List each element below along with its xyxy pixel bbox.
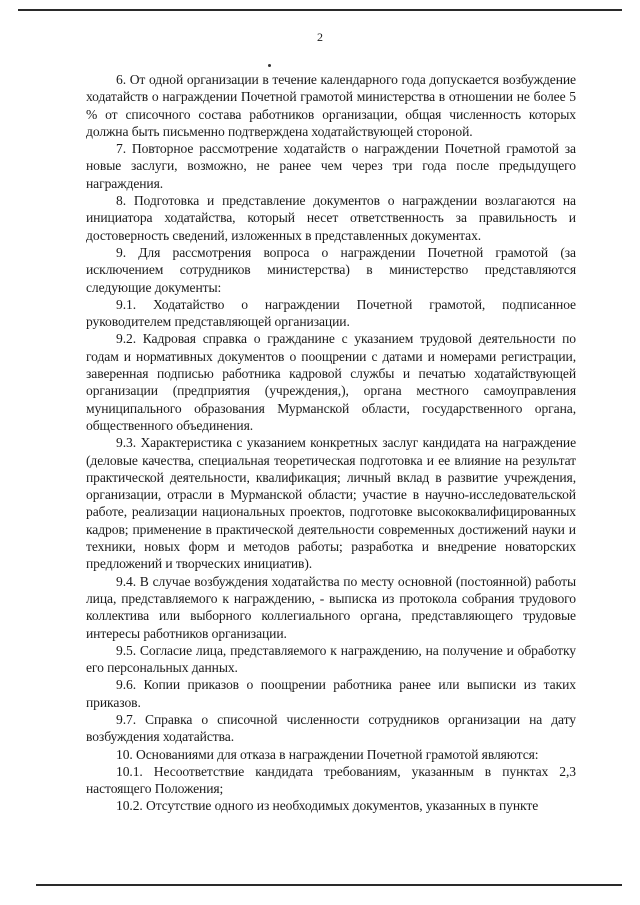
paragraph-9-5: 9.5. Согласие лица, представляемого к награждению, на получение и обработку его персональных данных. <box>86 642 576 676</box>
paragraph-9-1: 9.1. Ходатайство о награждении Почетной грамотой, подписанное руководителем представляющей организации. <box>86 296 576 330</box>
paragraph-9-6: 9.6. Копии приказов о поощрении работника ранее или выписки из таких приказов. <box>86 677 576 710</box>
paragraph-9-2: 9.2. Кадровая справка о гражданине с указанием трудовой деятельности по годам и нормативных документов о поощрении с датами и номерами регистрации, заверенная подписью работника кадровой службы и печатью ходатайствующей организации (предприятия (учреждения,), органа местного самоуправления муниципального образования Мурманской области, государственного органа, общественного объединения. <box>86 331 576 433</box>
scan-bottom-edge-line <box>36 884 622 886</box>
page-number: 2 <box>317 30 323 44</box>
document-body <box>86 71 576 815</box>
paragraph-9-3: 9.3. Характеристика с указанием конкретных заслуг кандидата на награждение (деловые качества, специальная теоретическая подготовка и ее влияние на результат практической деятельности, квалификация; личный вклад в развитие учреждения, организации, отрасли в Мурманской области; участие в научно-исследовательской работе, реализации национальных проектов, подготовке высококвалифицированных кадров; применение в практической деятельности современных достижений науки и техники, новых форм и методов работы; разработка и внедрение новаторских предложений и творческих инициатив). <box>86 435 576 572</box>
paragraph-6: 6. От одной организации в течение календарного года допускается возбуждение ходатайств о награждении Почетной грамотой министерства в отношении не более 5 % от списочного состава работников организации, общая численность которых должна быть письменно подтверждена ходатайствующей стороной. <box>86 72 576 139</box>
paragraph-8: 8. Подготовка и представление документов о награждении возлагаются на инициатора ходатайства, который несет ответственность за правильность и достоверность сведений, изложенных в представленных документах. <box>86 193 576 243</box>
paragraph-9-4: 9.4. В случае возбуждения ходатайства по месту основной (постоянной) работы лица, представляемого к награждению, - выписка из протокола собрания трудового коллектива или выборного коллегиального органа, представляющего трудовые интересы работников организации. <box>86 573 576 641</box>
paragraph-10-2: 10.2. Отсутствие одного из необходимых документов, указанных в пункте <box>116 798 539 814</box>
paragraph-10-1: 10.1. Несоответствие кандидата требованиям, указанным в пунктах 2,3 настоящего Положения; <box>86 763 576 797</box>
paragraph-9-7: 9.7. Справка о списочной численности сотрудников организации на дату возбуждения ходатайства. <box>86 711 576 745</box>
scan-top-edge-line <box>18 9 622 11</box>
paragraph-9: 9. Для рассмотрения вопроса о награждении Почетной грамотой (за исключением сотрудников министерства) в министерство представляются следующие документы: <box>86 244 576 295</box>
paragraph-7: 7. Повторное рассмотрение ходатайств о награждении Почетной грамотой за новые заслуги, возможно, не ранее чем через три года после предыдущего награждения. <box>86 141 576 191</box>
scan-speck <box>268 64 271 67</box>
paragraph-10: 10. Основаниями для отказа в награждении Почетной грамотой являются: <box>116 746 539 762</box>
